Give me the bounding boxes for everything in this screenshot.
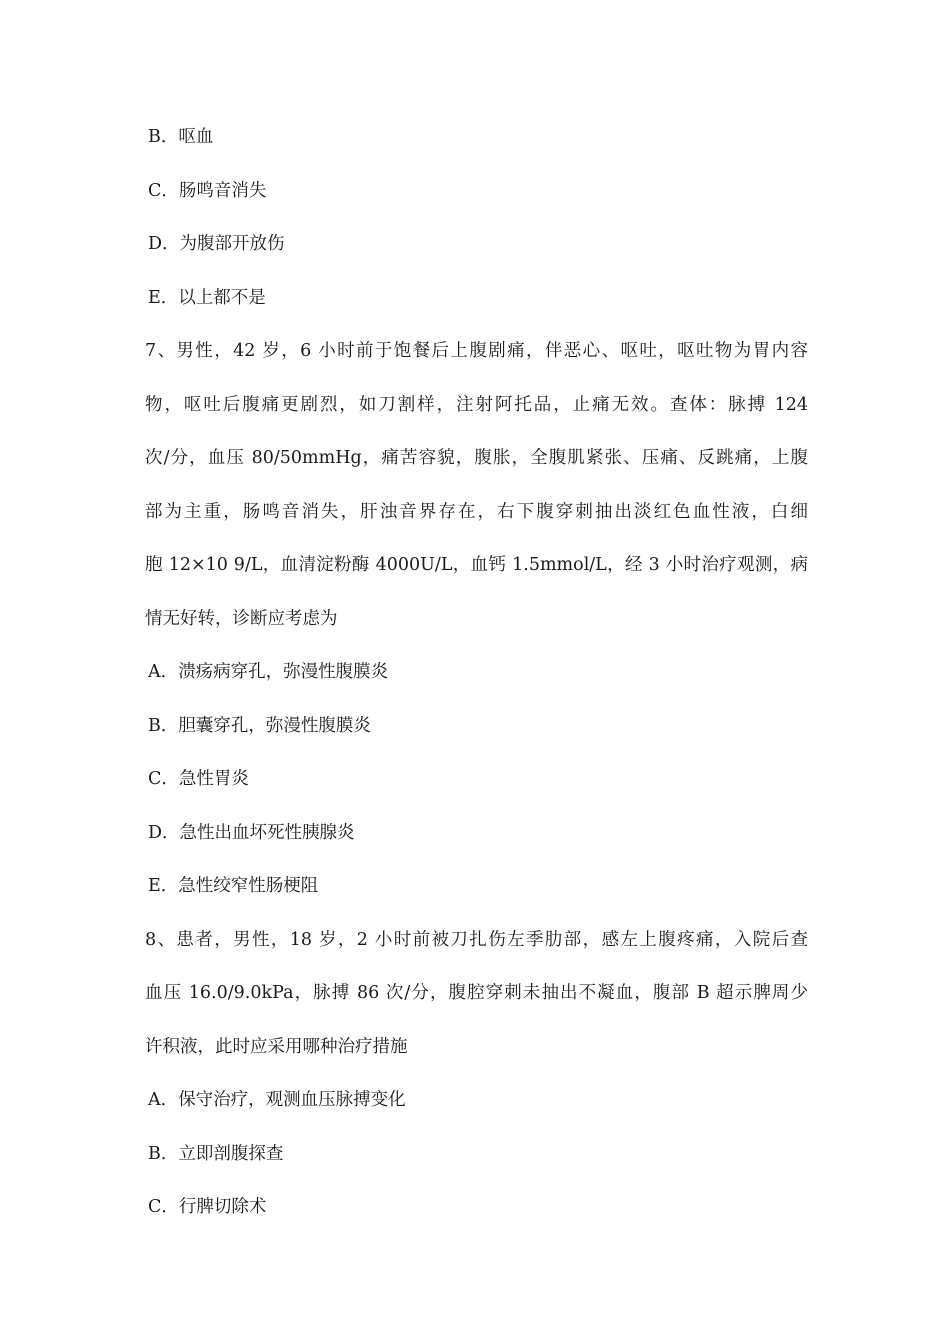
q8-option-a: A．保守治疗，观测血压脉搏变化 xyxy=(148,1090,406,1110)
q7-stem-line: 次/分，血压 80/50mmHg，痛苦容貌，腹胀，全腹肌紧张、压痛、反跳痛，上腹 xyxy=(145,448,808,468)
q8-stem-line: 血压 16.0/9.0kPa，脉搏 86 次/分，腹腔穿刺未抽出不凝血，腹部 B 超示脾周少 xyxy=(145,983,808,1003)
q6-option-e: E．以上都不是 xyxy=(148,287,266,308)
q7-stem-line: 物，呕吐后腹痛更剧烈，如刀割样，注射阿托品，止痛无效。查体：脉搏 124 xyxy=(145,394,808,415)
q7-option-d: D．急性出血坏死性胰腺炎 xyxy=(148,822,355,843)
q6-option-b: B．呕血 xyxy=(148,127,214,147)
question-6-options xyxy=(145,111,808,325)
q7-stem-line: 7、男性，42 岁，6 小时前于饱餐后上腹剧痛，伴恶心、呕吐，呕吐物为胃内容 xyxy=(145,341,808,361)
q6-option-d: D．为腹部开放伤 xyxy=(148,234,285,254)
q7-stem-line: 部为主重，肠鸣音消失，肝浊音界存在，右下腹穿刺抽出淡红色血性液，白细 xyxy=(145,501,808,522)
q7-option-e: E．急性绞窄性肠梗阻 xyxy=(148,876,319,896)
q8-option-c: C．行脾切除术 xyxy=(148,1197,267,1217)
q7-option-c: C．急性胃炎 xyxy=(148,769,249,789)
q8-stem-line: 8、患者，男性，18 岁，2 小时前被刀扎伤左季肋部，感左上腹疼痛，入院后查 xyxy=(145,929,808,950)
question-7 xyxy=(145,325,808,914)
q7-stem-line: 胞 12×10 9/L，血清淀粉酶 4000U/L，血钙 1.5mmol/L，经 3 小时治疗观测，病 xyxy=(145,555,808,575)
q7-option-a: A．溃疡病穿孔，弥漫性腹膜炎 xyxy=(148,662,389,682)
q6-option-c: C．肠鸣音消失 xyxy=(148,180,267,201)
document-body xyxy=(145,111,808,1235)
q7-stem-line: 情无好转，诊断应考虑为 xyxy=(145,608,338,629)
question-8 xyxy=(145,914,808,1235)
q8-stem-line: 许积液，此时应采用哪种治疗措施 xyxy=(145,1036,408,1057)
q7-option-b: B．胆囊穿孔，弥漫性腹膜炎 xyxy=(148,715,371,736)
q8-option-b: B．立即剖腹探查 xyxy=(148,1143,284,1164)
